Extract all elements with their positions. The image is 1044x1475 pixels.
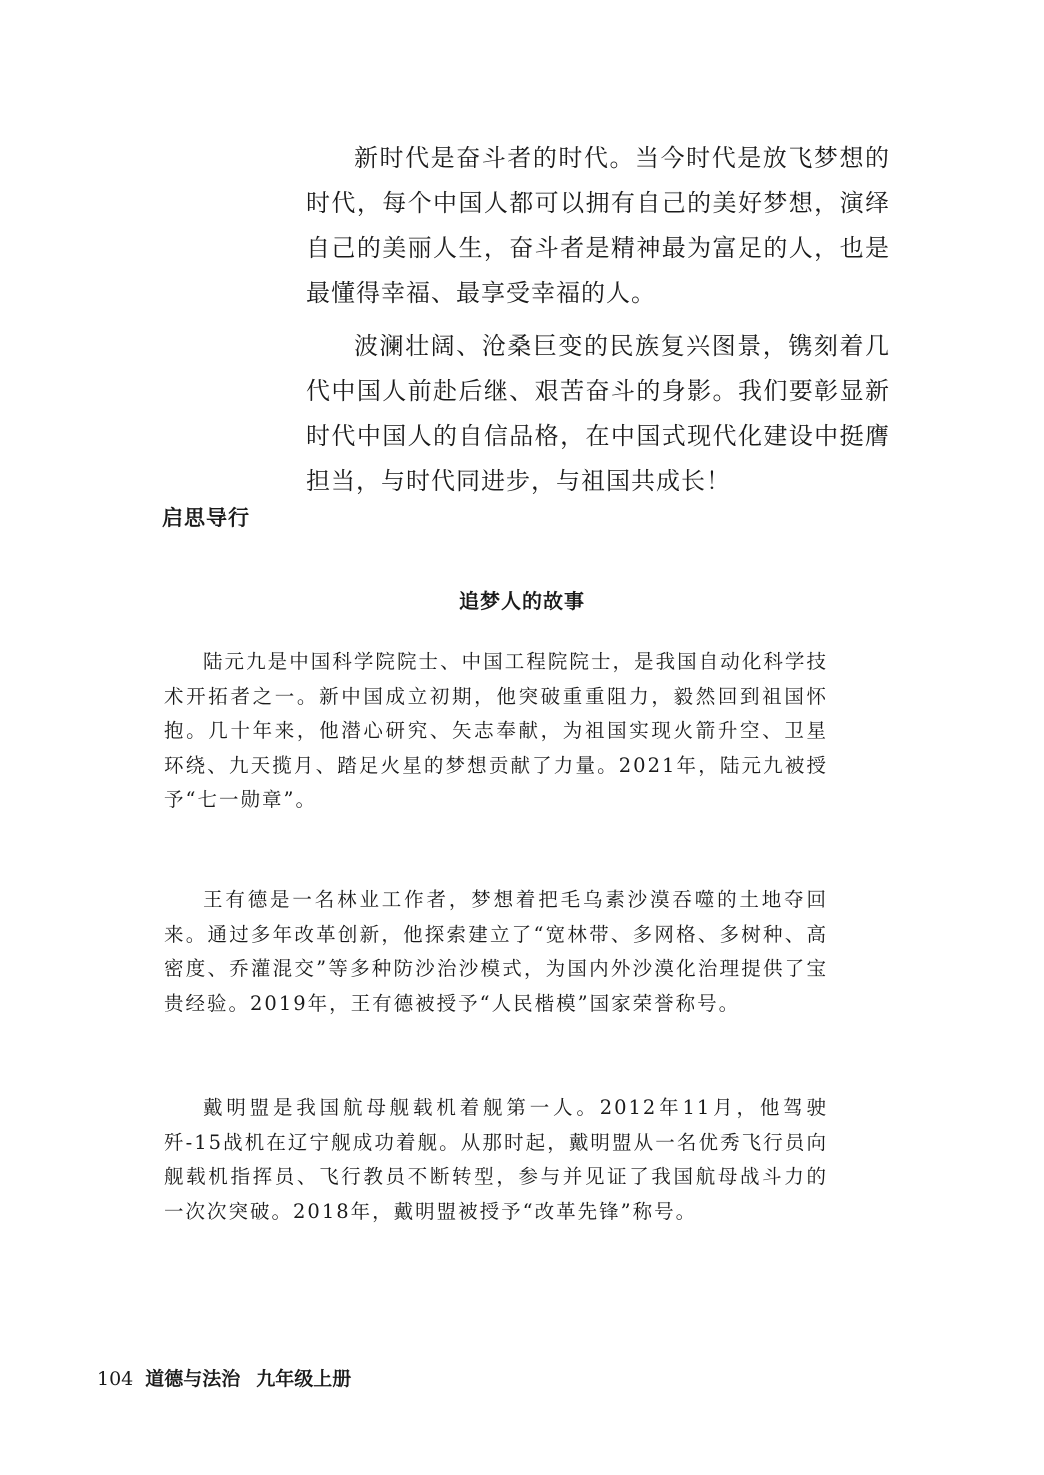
page-number: 104 xyxy=(97,1368,134,1390)
story-paragraph: 王有德是一名林业工作者，梦想着把毛乌素沙漠吞噬的土地夺回来。通过多年改革创新，他探索建立了“宽林带、多网格、多树种、高密度、乔灌混交”等多种防沙治沙模式，为国内外沙漠化治理提供了宝贵经验。2019年，王有德被授予“人民楷模”国家荣誉称号。 xyxy=(164,888,828,1015)
intro-paragraph: 波澜壮阔、沧桑巨变的民族复兴图景，镌刻着几代中国人前赴后继、艰苦奋斗的身影。我们要彰显新时代中国人的自信品格，在中国式现代化建设中挺膺担当，与时代同进步，与祖国共成长！ xyxy=(306,332,890,495)
section-heading: 启思导行 xyxy=(162,506,250,530)
intro-text xyxy=(306,136,890,512)
story-paragraph: 戴明盟是我国航母舰载机着舰第一人。2012年11月，他驾驶歼-15战机在辽宁舰成功着舰。从那时起，戴明盟从一名优秀飞行员向舰载机指挥员、飞行教员不断转型，参与并见证了我国航母战斗力的一次次突破。2018年，戴明盟被授予“改革先锋”称号。 xyxy=(164,1096,828,1223)
story-title: 追梦人的故事 xyxy=(459,589,585,613)
intro-paragraph: 新时代是奋斗者的时代。当今时代是放飞梦想的时代，每个中国人都可以拥有自己的美好梦想，演绎自己的美丽人生，奋斗者是精神最为富足的人，也是最懂得幸福、最享受幸福的人。 xyxy=(306,144,890,307)
book-title: 道德与法治 xyxy=(145,1368,241,1390)
book-volume: 九年级上册 xyxy=(256,1368,352,1390)
page-footer xyxy=(97,1364,351,1391)
story-paragraph: 陆元九是中国科学院院士、中国工程院院士，是我国自动化科学技术开拓者之一。新中国成立初期，他突破重重阻力，毅然回到祖国怀抱。几十年来，他潜心研究、矢志奉献，为祖国实现火箭升空、卫星环绕、九天揽月、踏足火星的梦想贡献了力量。2021年，陆元九被授予“七一勋章”。 xyxy=(164,650,828,811)
